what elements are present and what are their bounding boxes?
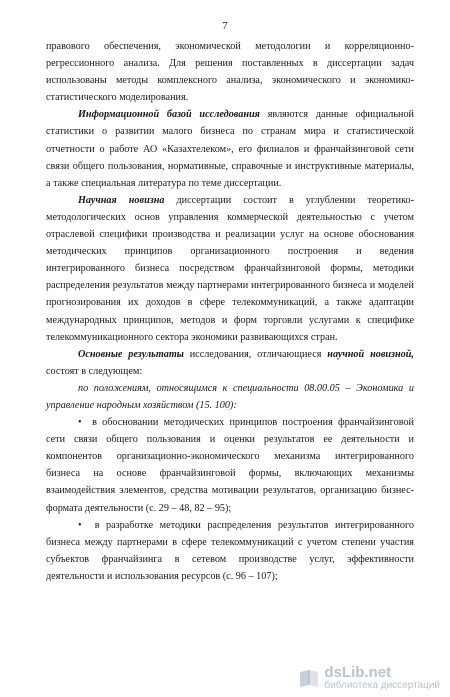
paragraph-results [46, 346, 414, 380]
bullet-icon: • [78, 519, 82, 531]
results-heading: Основные результаты [78, 348, 184, 360]
watermark [298, 665, 440, 691]
paragraph-methods [46, 38, 414, 106]
bullet-item-2-text: в разработке методики распределения результатов интегрированного бизнеса между партнерами в сфере телекоммуникаций с учетом степени участия субъектов франчайзинга в сетевом производстве услуг, эффективности деятельности и использования ресурсов (с. 96 – 107); [46, 519, 414, 582]
bullet-item-2 [46, 517, 414, 585]
paragraph-methods-text: правового обеспечения, экономической методологии и корреляционно-регрессионного анализа. Для решения поставленных в диссертации задач использованы методы комплексного анализа, экономического и экономико-статистического моделирования. [46, 41, 414, 104]
novelty-text: диссертации состоит в углублении теоретико-методологических основ управления коммерческой деятельностью с учетом отраслевой специфики производства и реализации услуг на основе обоснования методических принципов организационного построения и ведения интегрированного бизнеса посредством франчайзинговой формы, методики распределения результатов между партнерами интегрированного бизнеса и моделей прогнозирования их доходов в сфере телекоммуникаций, а также адаптации международных принципов, методов и форм торговли услугами к специфике телекоммуникационного сектора экономики развивающихся стран. [46, 194, 414, 343]
bullet-item-1-text: в обосновании методических принципов построения франчайзинговой сети связи общего пользования и оценки результатов ее деятельности и компонентов организационно-экономического механизма интегрированного бизнеса на основе франчайзинговой формы, включающих механизмы взаимодействия элементов, средства мотивации результатов, организацию бизнес-формата деятельности (с. 29 – 48, 82 – 95); [46, 417, 414, 514]
watermark-site: dsLib.net [324, 663, 392, 681]
page-number: 7 [222, 20, 228, 32]
paragraph-specialty: по положениям, относящимся к специальности 08.00.05 – Экономика и управление народным хозяйством (15. 100): [46, 382, 414, 411]
results-text-rest: состоят в следующем: [46, 365, 143, 377]
info-base-text: являются данные официальной статистики о развитии малого бизнеса по странам мира и статистической отчетности о работе АО «Казахтелеком», его филиалов и франчайзинговой сети связи общего пользования, нормативные, справочные и инструктивные материалы, а также специальная литература по теме диссертации. [46, 109, 414, 189]
book-logo-icon [298, 667, 320, 689]
watermark-caption: библиотека диссертаций [324, 679, 440, 691]
paragraph-info-base [46, 106, 414, 191]
document-body [46, 38, 414, 585]
results-novelty-bold: научной новизной, [327, 348, 414, 360]
paragraph-novelty [46, 192, 414, 346]
bullet-icon: • [78, 417, 82, 429]
info-base-heading: Информационной базой исследования [78, 109, 260, 121]
results-text-mid: исследования, отличающиеся [183, 348, 328, 360]
novelty-heading: Научная новизна [78, 194, 165, 206]
bullet-item-1 [46, 414, 414, 517]
